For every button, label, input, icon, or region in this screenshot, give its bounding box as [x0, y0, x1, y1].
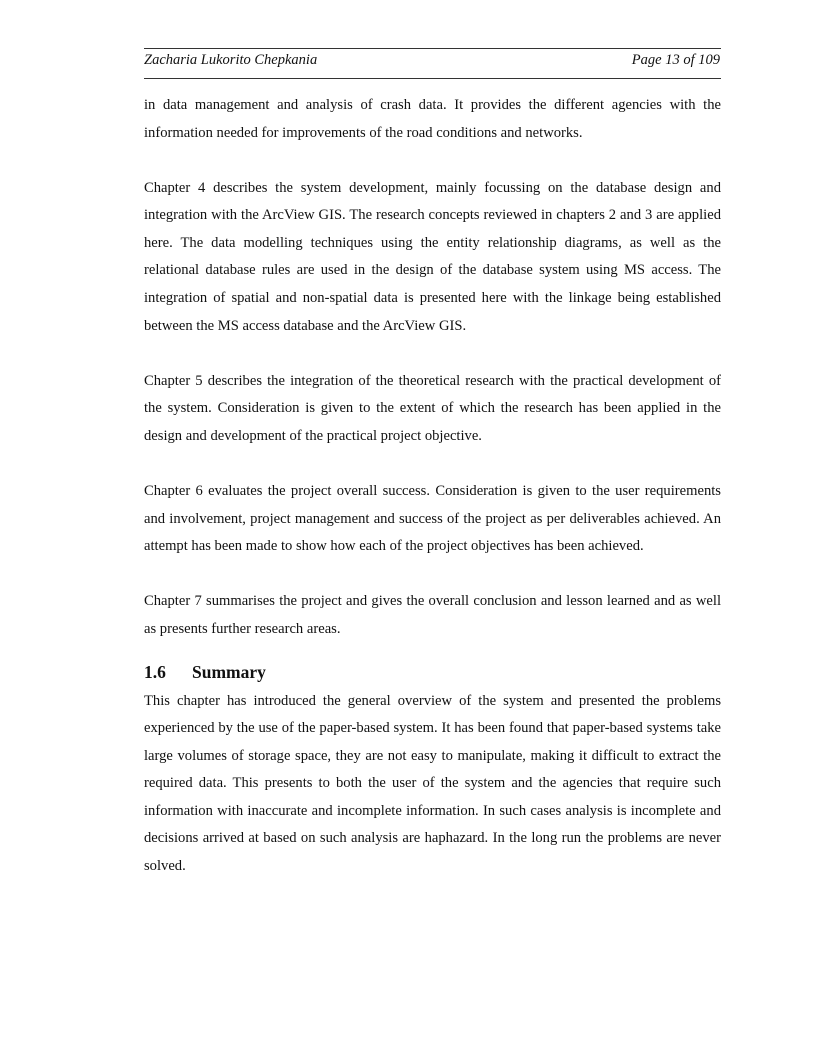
paragraph-chapter-5: Chapter 5 describes the integration of the theoretical research with the practical development of the system. Consideration is given to the extent of which the research has been applied in the design and development of the practical project objective.: [144, 372, 721, 444]
paragraph-continuation: in data management and analysis of crash data. It provides the different agencies with the information needed for improvements of the road conditions and networks.: [144, 97, 721, 141]
paragraph-chapter-4: Chapter 4 describes the system development, mainly focussing on the database design and integration with the ArcView GIS. The research concepts reviewed in chapters 2 and 3 are applied here. The data modelling techniques using the entity relationship diagrams, as well as the relational database rules are used in the design of the database system using MS access. The integration of spatial and non-spatial data is presented here with the linkage being established between the MS access database and the ArcView GIS.: [144, 179, 721, 334]
section-heading: [144, 658, 721, 686]
page-body: [144, 92, 721, 881]
header-page-number: Page 13 of 109: [631, 52, 720, 68]
section-number: 1.6: [144, 661, 166, 682]
document-page: [144, 0, 721, 1056]
paragraph-chapter-7: Chapter 7 summarises the project and gives the overall conclusion and lesson learned and as well as presents further research areas.: [144, 593, 721, 637]
summary-paragraph: This chapter has introduced the general overview of the system and presented the problems experienced by the use of the paper-based system. It has been found that paper-based systems take large volumes of storage space, they are not easy to manipulate, making it difficult to extract the required data. This presents to both the user of the system and the agencies that require such information with inaccurate and incomplete information. In such cases analysis is incomplete and decisions arrived at based on such analysis are haphazard. In the long run the problems are never solved.: [144, 692, 721, 875]
header-author: Zacharia Lukorito Chepkania: [144, 52, 318, 68]
paragraph-chapter-6: Chapter 6 evaluates the project overall success. Consideration is given to the user requirements and involvement, project management and success of the project as per deliverables achieved. An attempt has been made to show how each of the project objectives has been achieved.: [144, 483, 721, 555]
section-title: Summary: [192, 661, 266, 682]
page-header: [144, 48, 721, 79]
